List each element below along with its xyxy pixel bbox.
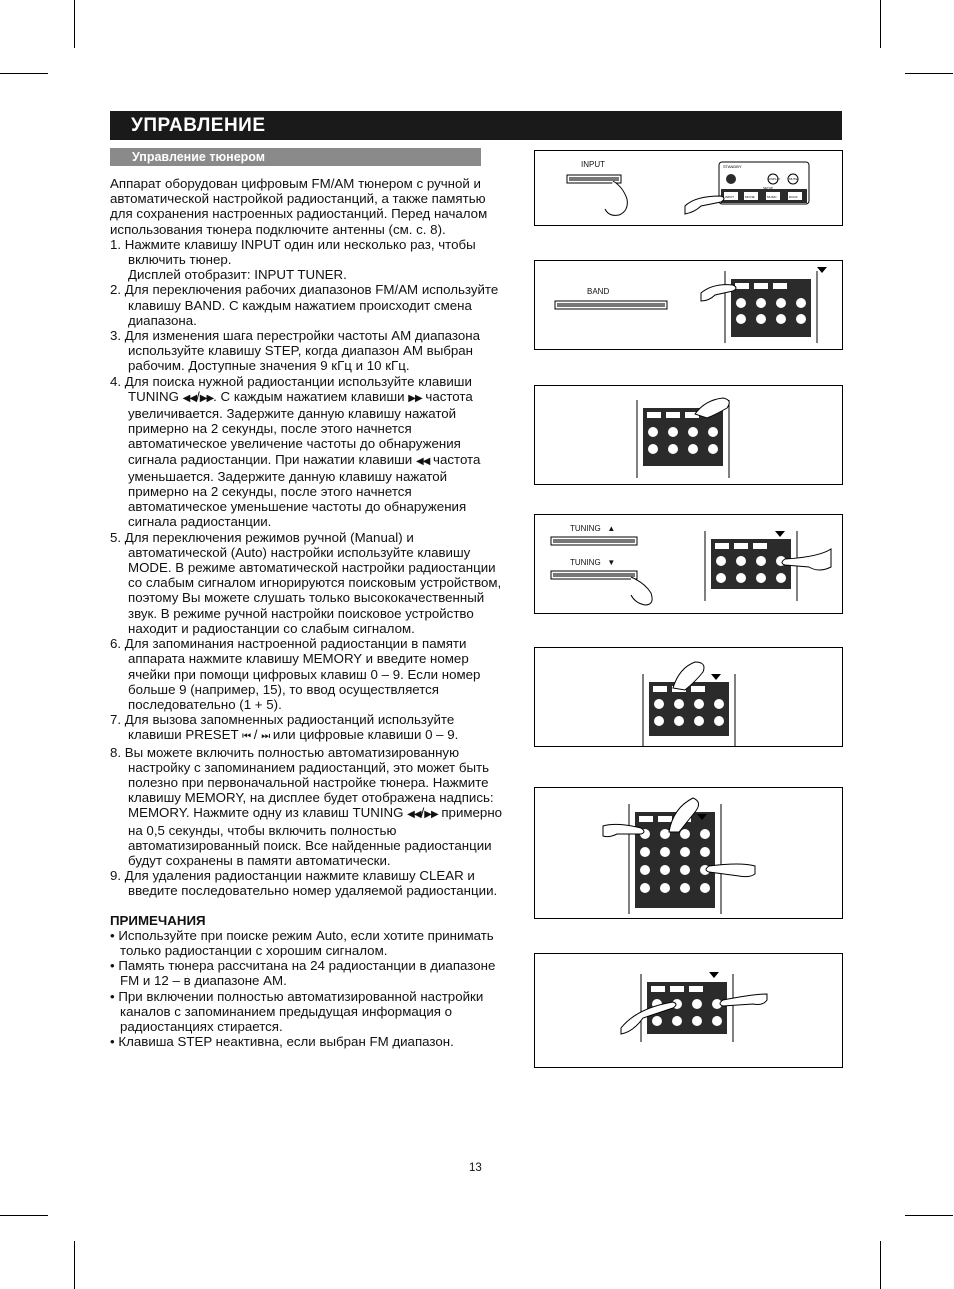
- step-4-text: частота увеличивается. Задержите данную клавишу нажатой примерно на 2 секунды, после этого начнется автоматическое увеличение частоты до обнаружения сигнала радиостанции. При нажатии клавиши: [128, 388, 473, 467]
- remote-text: DOCK: [789, 195, 798, 199]
- section-title: Управление тюнером: [110, 148, 481, 166]
- remote-text: INPUT: [725, 195, 734, 199]
- crop-mark: [905, 73, 953, 74]
- up-arrow-icon: ▲: [607, 524, 616, 533]
- step-7: [110, 712, 510, 744]
- step-5: 5. Для переключения режимов ручной (Manual) и автоматической (Auto) настройки используйте клавишу MODE. В режиме автоматической настройки радиостанции со слабым сигналом игнорируются поисковым устройством, поэтому Вы можете слушать только высококачественный звук. В режиме ручной настройки поисковое устройство находит и радиостанции со слабым сигналом.: [110, 529, 502, 636]
- step-8-text: 8. Вы можете включить полностью автоматизированную настройку с запоминанием радиостанций, это может быть полезно при первоначальной настройке тюнера. Нажмите клавишу MEMORY, на дисплее будет отображена надпись: MEMORY. Нажмите одну из клавиш TUNING: [110, 744, 494, 821]
- notes-title: ПРИМЕЧАНИЯ: [110, 912, 206, 928]
- note-1: • Используйте при поиске режим Auto, если хотите принимать только радиостанции с хорошим сигналом.: [110, 927, 494, 958]
- band-illustration: [535, 261, 844, 351]
- intro-paragraph: Аппарат оборудован цифровым FM/AM тюнером с ручной и автоматической настройкой радиостанций, а также памятью для сохранения настроенных радиостанций. Перед началом использования тюнера подключите антенны (см. с. 8).: [110, 176, 488, 237]
- step-1-display: Дисплей отобразит: INPUT TUNER.: [128, 267, 347, 283]
- figure-mode: [534, 647, 843, 747]
- instructions: [110, 176, 510, 1049]
- rewind-icon: ◀◀: [182, 392, 197, 404]
- remote-text: DISPLAY: [768, 177, 781, 181]
- step-9: 9. Для удаления радиостанции нажмите клавишу CLEAR и введите последовательно номер удаляемой радиостанции.: [110, 868, 498, 899]
- step-4-text: . С каждым нажатием клавиши: [213, 388, 405, 404]
- crop-mark: [880, 0, 881, 48]
- slash: /: [253, 727, 258, 743]
- fast-forward-icon: ▶▶: [424, 809, 438, 821]
- input-illustration: [535, 151, 844, 227]
- mode-illustration: [535, 648, 844, 748]
- step-8-text: примерно на 0,5 секунды, чтобы включить полностью автоматизированный поиск. Все найденные радиостанции будут сохранены в памяти автоматически.: [128, 805, 503, 868]
- step-7-text: или цифровые клавиши 0 – 9.: [272, 727, 459, 743]
- step-illustration: [535, 386, 844, 486]
- figure-memory: [534, 787, 843, 919]
- rewind-icon: ◀◀: [407, 809, 421, 821]
- note-3: • При включении полностью автоматизированной настройки каналов с запоминанием предыдущая информация о радиостанциях стирается.: [110, 988, 484, 1034]
- tuning-illustration: [535, 515, 844, 615]
- crop-mark: [905, 1215, 953, 1216]
- crop-mark: [74, 1241, 75, 1289]
- fast-forward-icon: ▶▶: [199, 392, 214, 404]
- step-7-text: 7. Для вызова запомненных радиостанций используйте клавиши PRESET: [110, 712, 455, 743]
- remote-text: MUSIC: [767, 195, 777, 199]
- figure-label: BAND: [587, 287, 610, 296]
- step-3: 3. Для изменения шага перестройки частоты AM диапазона используйте клавишу STEP, когда диапазон AM выбран рабочим. Доступные значения 9 кГц и 10 кГц.: [110, 328, 481, 374]
- slash: /: [196, 388, 200, 404]
- figure-tuning: [534, 514, 843, 614]
- figure-input: [534, 150, 843, 226]
- page-number: 13: [469, 1162, 482, 1174]
- step-4: [110, 374, 510, 530]
- crop-mark: [0, 1215, 48, 1216]
- step-2: 2. Для переключения рабочих диапазонов FM/AM используйте клавишу BAND. С каждым нажатием происходит смена диапазона.: [110, 282, 499, 328]
- slash: /: [420, 805, 425, 821]
- step-4-text: 4. Для поиска нужной радиостанции используйте клавиши TUNING: [110, 373, 472, 404]
- figure-label: INPUT: [581, 160, 605, 169]
- note-4: • Клавиша STEP неактивна, если выбран FM диапазон.: [110, 1034, 454, 1050]
- remote-text: STANDBY: [723, 164, 742, 169]
- fast-forward-icon: ▶▶: [408, 392, 422, 404]
- tuning-label: TUNING: [570, 524, 601, 533]
- remote-text: MUTE: [789, 177, 798, 181]
- remote-text: MOVIE: [745, 195, 755, 199]
- figure-step: [534, 385, 843, 485]
- crop-mark: [74, 0, 75, 48]
- tuning-label: TUNING: [570, 558, 601, 567]
- clear-illustration: [535, 954, 844, 1069]
- crop-mark: [0, 73, 48, 74]
- remote-text: SETUP: [763, 186, 774, 190]
- note-2: • Память тюнера рассчитана на 24 радиостанции в диапазоне FM и 12 – в диапазоне AM.: [110, 958, 496, 989]
- page-title: УПРАВЛЕНИЕ: [110, 111, 842, 140]
- rewind-icon: ◀◀: [415, 455, 430, 467]
- memory-illustration: [535, 788, 844, 920]
- step-4-text: частота уменьшается. Задержите данную клавишу нажатой примерно на 2 секунды, после этого начнется автоматическое уменьшение частоты до обнаружения сигнала радиостанции.: [128, 451, 481, 530]
- figure-clear: [534, 953, 843, 1068]
- crop-mark: [880, 1241, 881, 1289]
- previous-icon: ⏮: [242, 731, 251, 743]
- step-6: 6. Для запоминания настроенной радиостанции в памяти аппарата нажмите клавишу MEMORY и введите номер ячейки при помощи цифровых клавиш 0 – 9. Если номер больше 9 (например, 15), то ввод осуществляется последовательно (1 + 5).: [110, 636, 481, 712]
- down-arrow-icon: ▼: [607, 558, 616, 567]
- step-8: [110, 745, 510, 869]
- step-1: 1. Нажмите клавишу INPUT один или несколько раз, чтобы включить тюнер.: [110, 236, 476, 268]
- next-icon: ⏭: [261, 731, 270, 743]
- figure-band: [534, 260, 843, 350]
